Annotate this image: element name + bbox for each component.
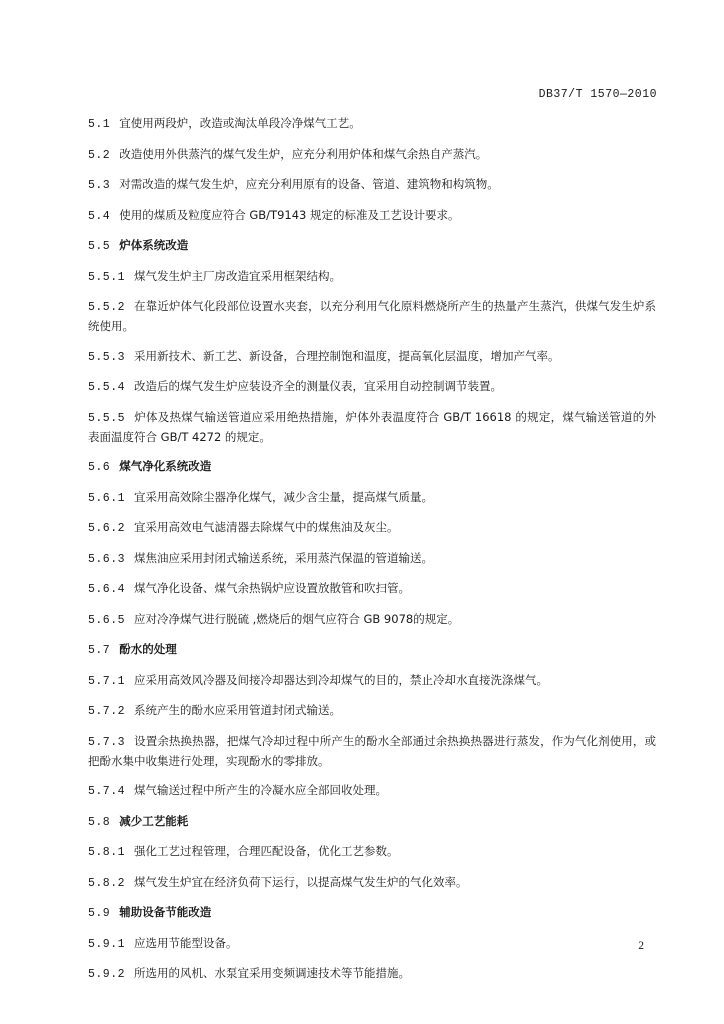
clause-number: 5.3 (88, 179, 111, 192)
clause-5-5-3 (88, 347, 656, 367)
clause-number: 5.7.1 (88, 674, 126, 688)
clause-text: 系统产生的酚水应采用管道封闭式输送。 (134, 703, 342, 717)
clause-number: 5.5.1 (88, 270, 126, 284)
clause-number: 5.5.5 (88, 411, 126, 425)
clause-text: 炉体及热煤气输送管道应采用绝热措施，炉体外表温度符合 GB/T 16618 的规定，煤气输送管道的外表面温度符合 GB/T 4272 的规定。 (88, 409, 656, 444)
clause-number: 5.8.2 (88, 876, 126, 890)
section-number: 5.8 (88, 815, 111, 829)
section-heading-5-9 (88, 903, 656, 923)
clause-text: 煤气输送过程中所产生的冷凝水应全部回收处理。 (134, 783, 388, 797)
clause-number: 5.6.1 (88, 491, 126, 505)
clause-text: 宜使用两段炉，改造或淘汰单段冷净煤气工艺。 (119, 116, 361, 130)
section-number: 5.5 (88, 240, 111, 253)
clause-5-8-2 (88, 873, 656, 893)
clause-number: 5.6.2 (88, 522, 126, 535)
clause-text: 煤气发生炉主厂房改造宜采用框架结构。 (134, 268, 342, 283)
clause-text: 对需改造的煤气发生炉，应充分利用原有的设备、管道、建筑物和构筑物。 (119, 177, 499, 191)
section-number: 5.9 (88, 907, 111, 920)
clause-text: 应采用高效风冷器及间接冷却器达到冷却煤气的目的，禁止冷却水直接洗涤煤气。 (134, 672, 549, 687)
clause-5-5-1 (88, 267, 656, 287)
clause-text: 煤气净化设备、煤气余热锅炉应设置放散管和吹扫管。 (134, 581, 411, 595)
section-heading-5-6 (88, 457, 656, 477)
clause-5-3 (88, 175, 656, 195)
clause-5-5-5 (88, 408, 656, 447)
section-heading-5-7 (88, 640, 656, 660)
document-code: DB37/T 1570—2010 (538, 88, 657, 101)
clause-number: 5.5.4 (88, 381, 126, 394)
clause-5-6-4 (88, 579, 656, 599)
section-title: 辅助设备节能改造 (119, 905, 212, 919)
section-title: 酚水的处理 (119, 642, 177, 656)
section-title: 煤气净化系统改造 (119, 459, 212, 473)
clause-number: 5.1 (88, 118, 111, 131)
clause-number: 5.7.3 (88, 735, 126, 749)
clause-text: 所选用的风机、水泵宜采用变频调速技术等节能措施。 (134, 966, 411, 980)
clause-number: 5.5.2 (88, 301, 126, 314)
clause-text: 宜采用高效电气滤清器去除煤气中的煤焦油及灰尘。 (134, 520, 399, 534)
clause-text: 应选用节能型设备。 (134, 935, 238, 950)
clause-text: 宜采用高效除尘器净化煤气，减少含尘量，提高煤气质量。 (134, 489, 434, 504)
clause-text: 改造使用外供蒸汽的煤气发生炉，应充分利用炉体和煤气余热自产蒸汽。 (119, 146, 488, 161)
clause-number: 5.2 (88, 148, 111, 162)
clause-5-5-2 (88, 297, 656, 336)
clause-number: 5.9.1 (88, 937, 126, 951)
clause-text: 煤焦油应采用封闭式输送系统，采用蒸汽保温的管道输送。 (134, 550, 434, 565)
clause-number: 5.8.1 (88, 846, 126, 859)
clause-5-9-1 (88, 934, 656, 954)
clause-5-6-1 (88, 488, 656, 508)
section-heading-5-5 (88, 236, 656, 256)
clause-5-6-3 (88, 549, 656, 569)
clause-number: 5.9.2 (88, 968, 126, 981)
clause-text: 改造后的煤气发生炉应装设齐全的测量仪表，宜采用自动控制调节装置。 (134, 379, 503, 393)
document-body (88, 114, 656, 995)
section-number: 5.7 (88, 644, 111, 657)
clause-5-5-4 (88, 377, 656, 397)
clause-number: 5.7.2 (88, 705, 126, 718)
clause-5-9-2 (88, 964, 656, 984)
clause-number: 5.6.5 (88, 613, 126, 627)
clause-5-7-3 (88, 732, 656, 771)
clause-number: 5.4 (88, 209, 111, 223)
clause-text: 应对冷净煤气进行脱硫 ,燃烧后的烟气应符合 GB 9078的规定。 (134, 611, 460, 626)
clause-text: 在靠近炉体气化段部位设置水夹套，以充分利用气化原料燃烧所产生的热量产生蒸汽，供煤气发生炉系统使用。 (88, 299, 656, 333)
section-title: 炉体系统改造 (119, 238, 189, 252)
clause-text: 强化工艺过程管理，合理匹配设备，优化工艺参数。 (134, 844, 399, 858)
clause-5-7-4 (88, 781, 656, 801)
clause-number: 5.6.4 (88, 583, 126, 596)
clause-number: 5.5.3 (88, 350, 126, 364)
clause-text: 使用的煤质及粒度应符合 GB/T9143 规定的标准及工艺设计要求。 (119, 207, 460, 222)
section-number: 5.6 (88, 461, 111, 474)
clause-5-6-2 (88, 518, 656, 538)
clause-number: 5.7.4 (88, 785, 126, 798)
clause-number: 5.6.3 (88, 552, 126, 566)
clause-text: 煤气发生炉宜在经济负荷下运行，以提高煤气发生炉的气化效率。 (134, 874, 468, 889)
clause-5-7-1 (88, 671, 656, 691)
page-number: 2 (638, 940, 644, 952)
clause-5-7-2 (88, 701, 656, 721)
clause-text: 设置余热换热器，把煤气冷却过程中所产生的酚水全部通过余热换热器进行蒸发，作为气化剂使用，或把酚水集中收集进行处理，实现酚水的零排放。 (88, 733, 656, 768)
clause-5-2 (88, 145, 656, 165)
section-title: 减少工艺能耗 (119, 813, 189, 828)
clause-5-8-1 (88, 842, 656, 862)
section-heading-5-8 (88, 812, 656, 832)
clause-5-6-5 (88, 610, 656, 630)
clause-5-1 (88, 114, 656, 134)
clause-5-4 (88, 206, 656, 226)
clause-text: 采用新技术、新工艺、新设备，合理控制饱和温度，提高氧化层温度，增加产气率。 (134, 348, 560, 363)
